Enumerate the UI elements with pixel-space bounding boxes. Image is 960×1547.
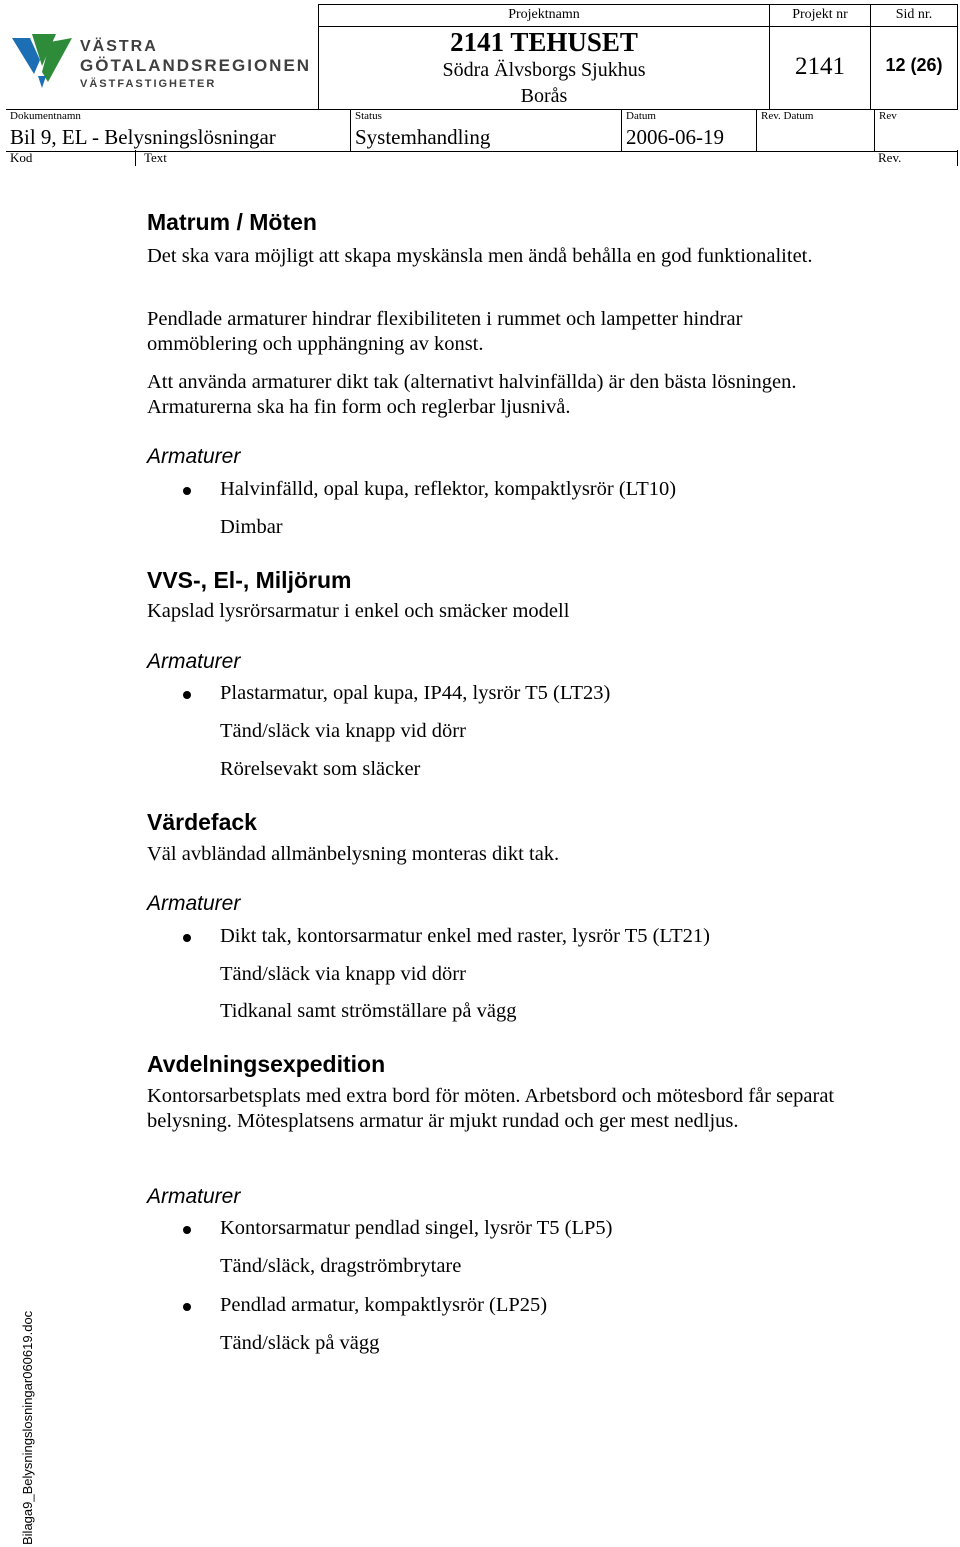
rev-date-label: Rev. Datum [761, 110, 814, 122]
logo-mark-icon [10, 30, 74, 92]
project-subtitle: Södra Älvsborgs Sjukhus [442, 59, 646, 81]
bullet-icon [183, 1303, 191, 1311]
date-label: Datum [626, 110, 656, 122]
list-item-note: Tänd/släck på vägg [220, 1332, 380, 1354]
subheading: Armaturer [147, 650, 241, 673]
list-item-note: Dimbar [220, 516, 283, 538]
section-heading: Matrum / Möten [147, 209, 317, 235]
list-item: Kontorsarmatur pendlad singel, lysrör T5 (LP5) [220, 1217, 613, 1239]
list-item: Plastarmatur, opal kupa, IP44, lysrör T5 (LT23) [220, 682, 611, 704]
bullet-icon [183, 1226, 191, 1234]
bullet-icon [183, 934, 191, 942]
doc-name-value: Bil 9, EL - Belysningslösningar [10, 125, 276, 149]
subheading: Armaturer [147, 445, 241, 468]
list-item-note: Tänd/släck via knapp vid dörr [220, 963, 466, 985]
project-number-box [769, 4, 871, 109]
rev-label: Rev [879, 110, 897, 122]
kod-label: Kod [10, 150, 33, 165]
date-cell [621, 110, 756, 151]
logo-line-2: GÖTALANDSREGIONEN [80, 56, 312, 75]
page-number: 12 (26) [885, 55, 943, 75]
rev-column-label: Rev. [878, 150, 902, 165]
list-item-note: Rörelsevakt som släcker [220, 758, 421, 780]
logo-line-3: VÄSTFASTIGHETER [80, 78, 217, 90]
file-name-label: Bilaga9_Belysningslosningar060619.doc [20, 1310, 35, 1545]
list-item-note: Tänd/släck via knapp vid dörr [220, 720, 466, 742]
paragraph: Det ska vara möjligt att skapa myskänsla men ändå behålla en god funktionalitet. [147, 245, 813, 267]
document-info-row [6, 109, 958, 152]
divider [957, 150, 958, 166]
bullet-icon [183, 487, 191, 495]
document-header [0, 0, 960, 170]
page-number-box [870, 4, 958, 109]
status-value: Systemhandling [355, 125, 491, 149]
status-label: Status [355, 110, 382, 122]
project-number-label: Projekt nr [770, 6, 870, 27]
date-value: 2006-06-19 [626, 125, 724, 149]
rev-date-cell [756, 110, 874, 151]
section-heading: VVS-, El-, Miljörum [147, 567, 352, 593]
page-number-label: Sid nr. [871, 6, 957, 27]
bullet-icon [183, 691, 191, 699]
project-title: 2141 TEHUSET [450, 27, 638, 57]
section-heading: Avdelningsexpedition [147, 1051, 386, 1077]
paragraph: Pendlade armaturer hindrar flexibiliteten i rummet och lampetter hindrar ommöblering och upphängning av konst. [147, 308, 743, 355]
list-item: Dikt tak, kontorsarmatur enkel med raster, lysrör T5 (LT21) [220, 925, 710, 947]
divider [135, 150, 136, 166]
list-item: Halvinfälld, opal kupa, reflektor, kompaktlysrör (LT10) [220, 478, 677, 500]
text-label: Text [144, 150, 167, 165]
subheading: Armaturer [147, 892, 241, 915]
section-heading: Värdefack [147, 809, 257, 835]
list-item-note: Tidkanal samt strömställare på vägg [220, 1000, 517, 1022]
project-name-box [318, 4, 770, 109]
code-row [6, 150, 958, 166]
project-number: 2141 [795, 53, 845, 80]
paragraph: Att använda armaturer dikt tak (alternativt halvinfällda) är den bästa lösningen. Armaturerna ska ha fin form och reglerbar ljusnivå. [147, 371, 797, 418]
logo [10, 28, 310, 98]
subheading: Armaturer [147, 1185, 241, 1208]
doc-name-cell [6, 110, 350, 151]
paragraph: Kontorsarbetsplats med extra bord för möten. Arbetsbord och mötesbord får separat belysning. Mötesplatsens armatur är mjukt rundad och ger mest nedljus. [147, 1085, 835, 1132]
paragraph: Kapslad lysrörsarmatur i enkel och smäcker modell [147, 600, 570, 622]
list-item: Pendlad armatur, kompaktlysrör (LP25) [220, 1294, 548, 1316]
project-city: Borås [520, 85, 568, 107]
rev-cell [874, 110, 958, 151]
doc-name-label: Dokumentnamn [10, 110, 81, 122]
project-name-label: Projektnamn [319, 6, 769, 27]
list-item-note: Tänd/släck, dragströmbrytare [220, 1255, 462, 1277]
status-cell [350, 110, 621, 151]
logo-line-1: VÄSTRA [80, 38, 158, 55]
paragraph: Väl avbländad allmänbelysning monteras dikt tak. [147, 843, 560, 865]
